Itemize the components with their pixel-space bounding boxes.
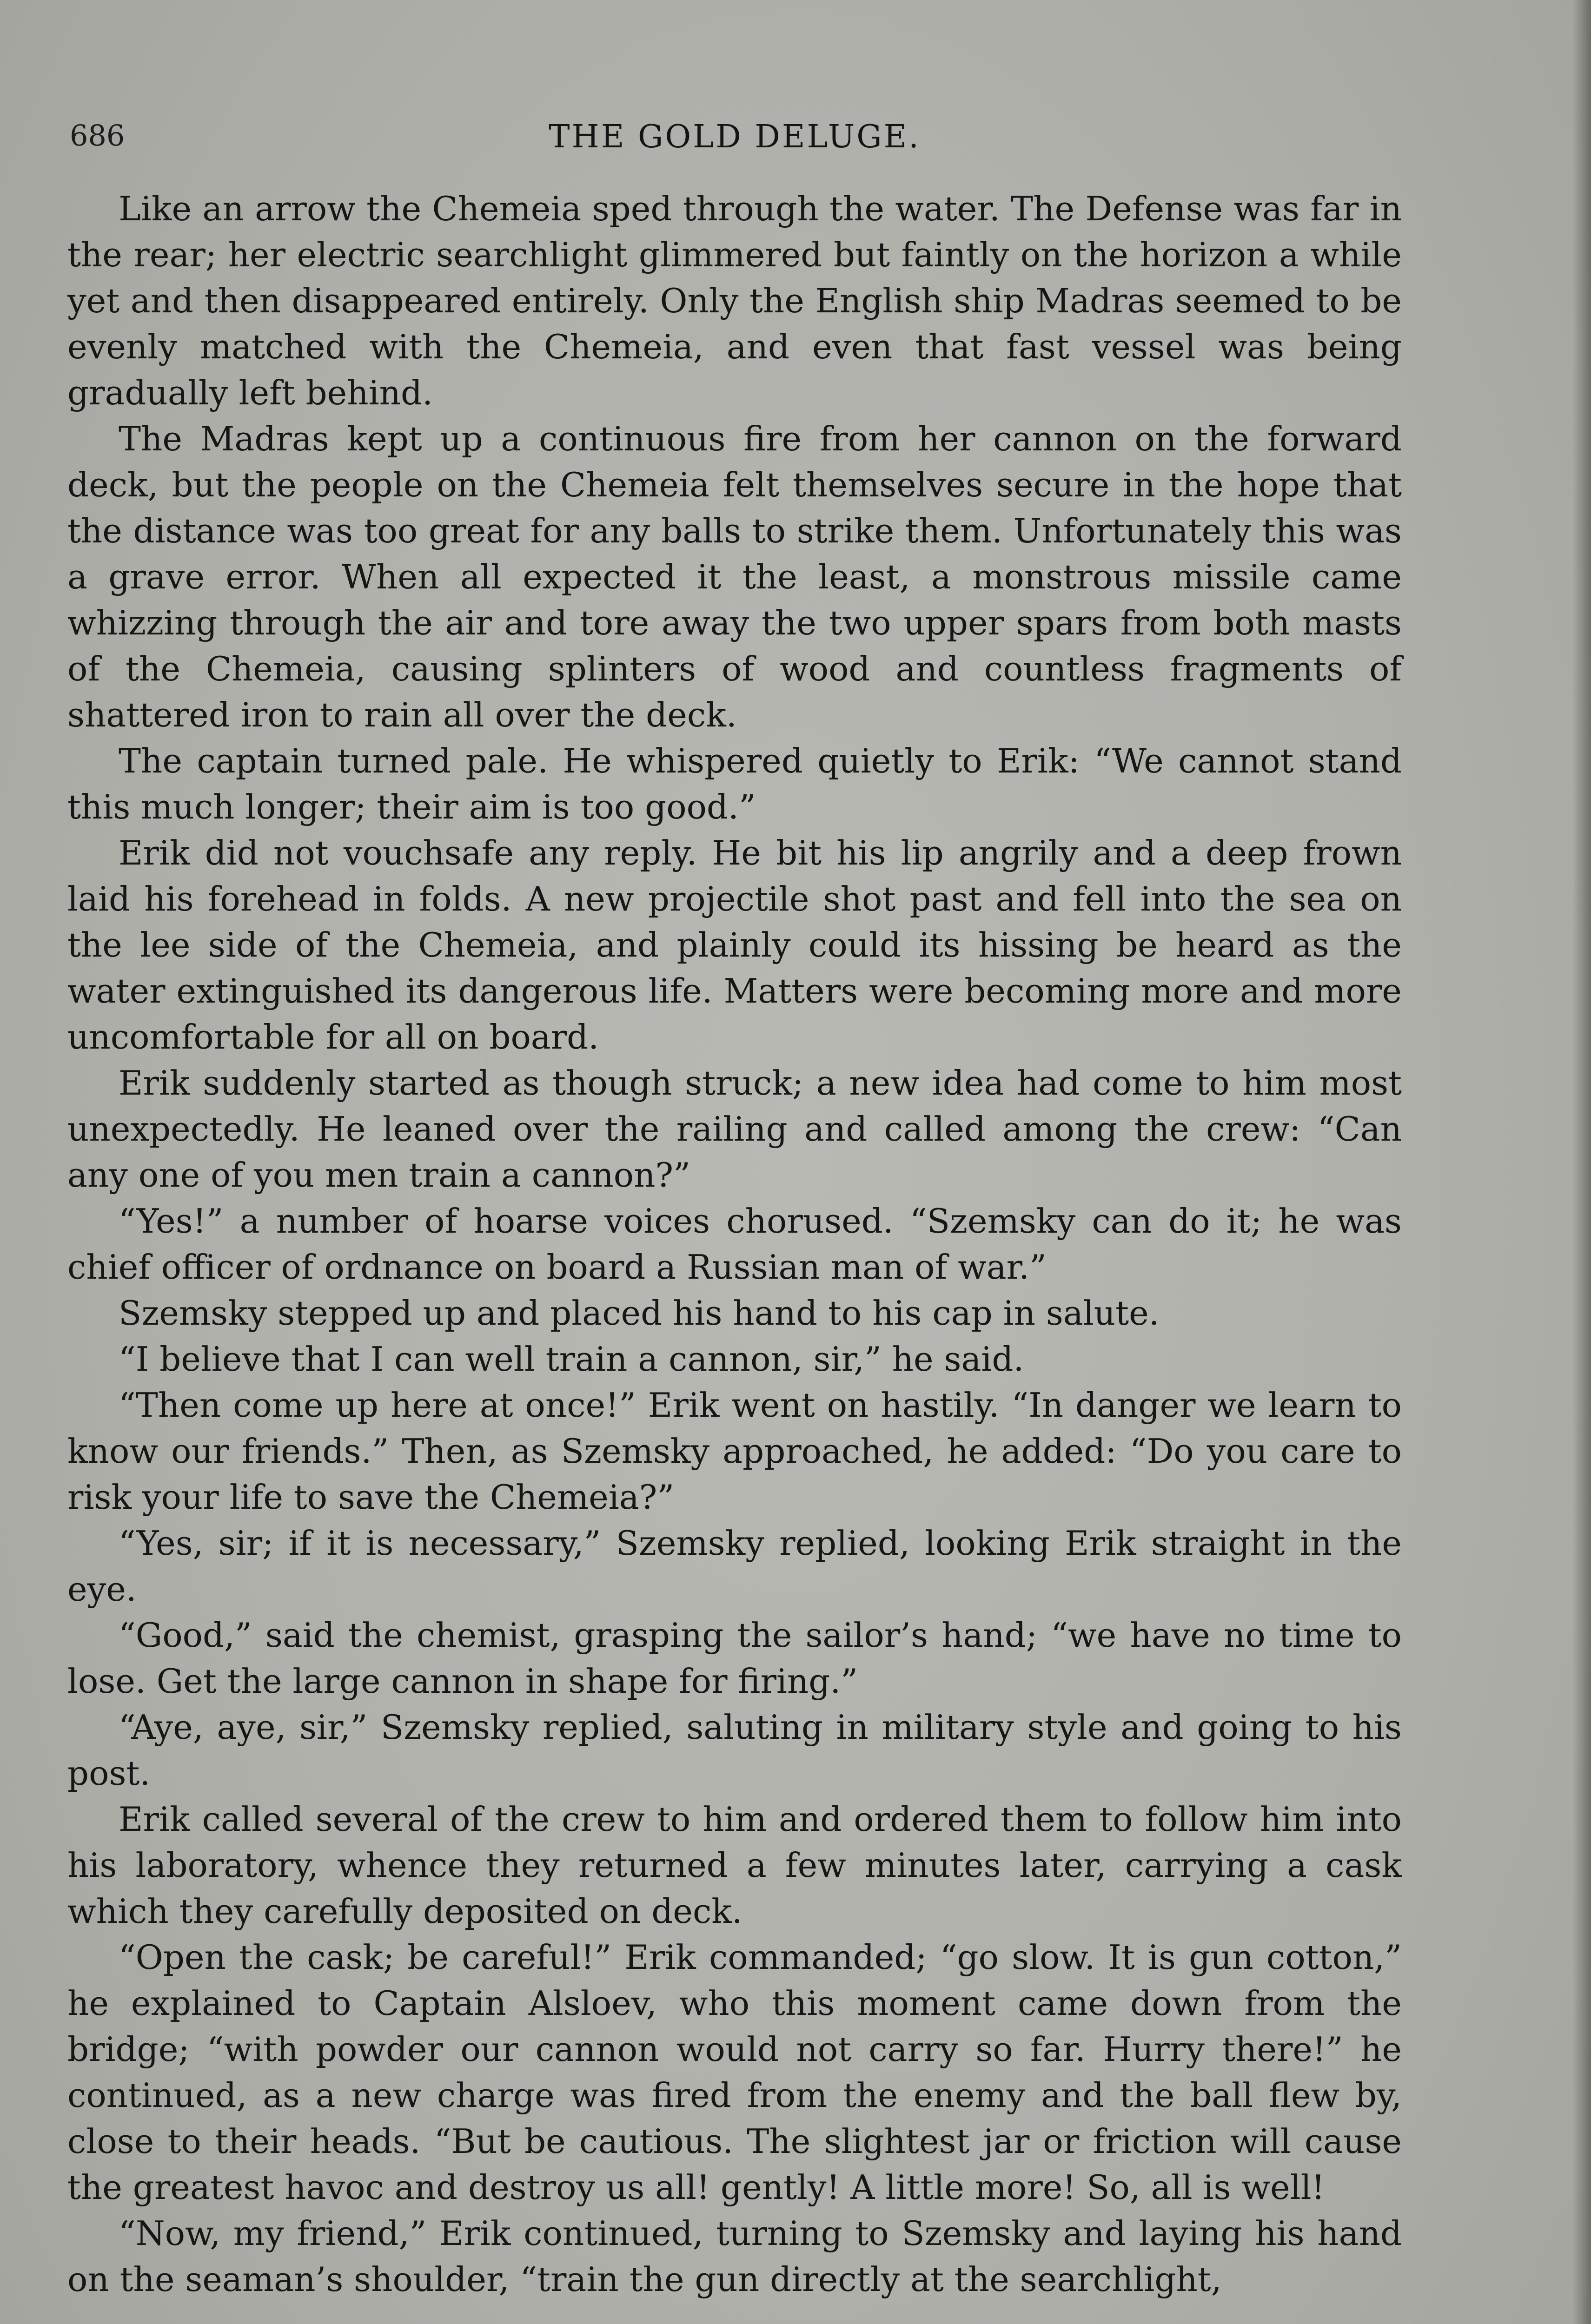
body-text [67, 186, 1402, 2303]
paragraph: “I believe that I can well train a cannon, sir,” he said. [119, 1340, 1024, 1379]
paragraph: The captain turned pale. He whispered quietly to Erik: “We cannot stand this much longer; their aim is too good.” [67, 741, 1402, 826]
paragraph: “Open the cask; be careful!” Erik commanded; “go slow. It is gun cotton,” he explained to Captain Alsloev, who this moment came down from the bridge; “with powder our cannon would not carry so far. Hurry there!” he continued, as a new charge was fired from the enemy and the ball flew by, close to their heads. “But be cautious. The slightest jar or friction will cause the greatest havoc and destroy us all! gently! A little more! So, all is well! [67, 1938, 1402, 2207]
paragraph: Erik suddenly started as though struck; a new idea had come to him most unexpectedly. He leaned over the railing and called among the crew: “Can any one of you men train a cannon?” [67, 1063, 1402, 1195]
paragraph: The Madras kept up a continuous fire from her cannon on the forward deck, but the people on the Chemeia felt themselves secure in the hope that the distance was too great for any balls to strike them. Unfortunately this was a grave error. When all expected it the least, a monstrous missile came whizzing through the air and tore away the two upper spars from both masts of the Chemeia, causing splinters of wood and countless fragments of shattered iron to rain all over the deck. [67, 419, 1402, 734]
paragraph: “Good,” said the chemist, grasping the sailor’s hand; “we have no time to lose. Get the large cannon in shape for firing.” [67, 1616, 1402, 1701]
spine-shadow [1572, 0, 1591, 2324]
paragraph: “Then come up here at once!” Erik went on hastily. “In danger we learn to know our friends.” Then, as Szemsky approached, he added: “Do you care to risk your life to save the Chemeia?” [67, 1386, 1402, 1517]
page-number: 686 [70, 119, 125, 152]
paragraph: Erik did not vouchsafe any reply. He bit his lip angrily and a deep frown laid his forehead in folds. A new projectile shot past and fell into the sea on the lee side of the Chemeia, and plainly could its hissing be heard as the water extinguished its dangerous life. Matters were becoming more and more uncomfortable for all on board. [67, 833, 1402, 1056]
paragraph: “Yes, sir; if it is necessary,” Szemsky replied, looking Erik straight in the eye. [67, 1524, 1402, 1609]
paragraph: “Now, my friend,” Erik continued, turning to Szemsky and laying his hand on the seaman’s shoulder, “train the gun directly at the searchlight, [67, 2214, 1402, 2299]
paragraph: “Aye, aye, sir,” Szemsky replied, saluting in military style and going to his post. [67, 1708, 1402, 1793]
running-title: THE GOLD DELUGE. [549, 119, 921, 155]
paragraph: Szemsky stepped up and placed his hand to his cap in salute. [119, 1294, 1160, 1333]
paragraph: “Yes!” a number of hoarse voices chorused. “Szemsky can do it; he was chief officer of ordnance on board a Russian man of war.” [67, 1202, 1402, 1287]
paragraph: Erik called several of the crew to him and ordered them to follow him into his laboratory, whence they returned a few minutes later, carrying a cask which they carefully deposited on deck. [67, 1800, 1402, 1931]
paragraph: Like an arrow the Chemeia sped through the water. The Defense was far in the rear; her electric searchlight glimmered but faintly on the horizon a while yet and then disappeared entirely. Only the English ship Madras seemed to be evenly matched with the Chemeia, and even that fast vessel was being gradually left behind. [67, 189, 1402, 412]
page-header [70, 114, 1399, 165]
